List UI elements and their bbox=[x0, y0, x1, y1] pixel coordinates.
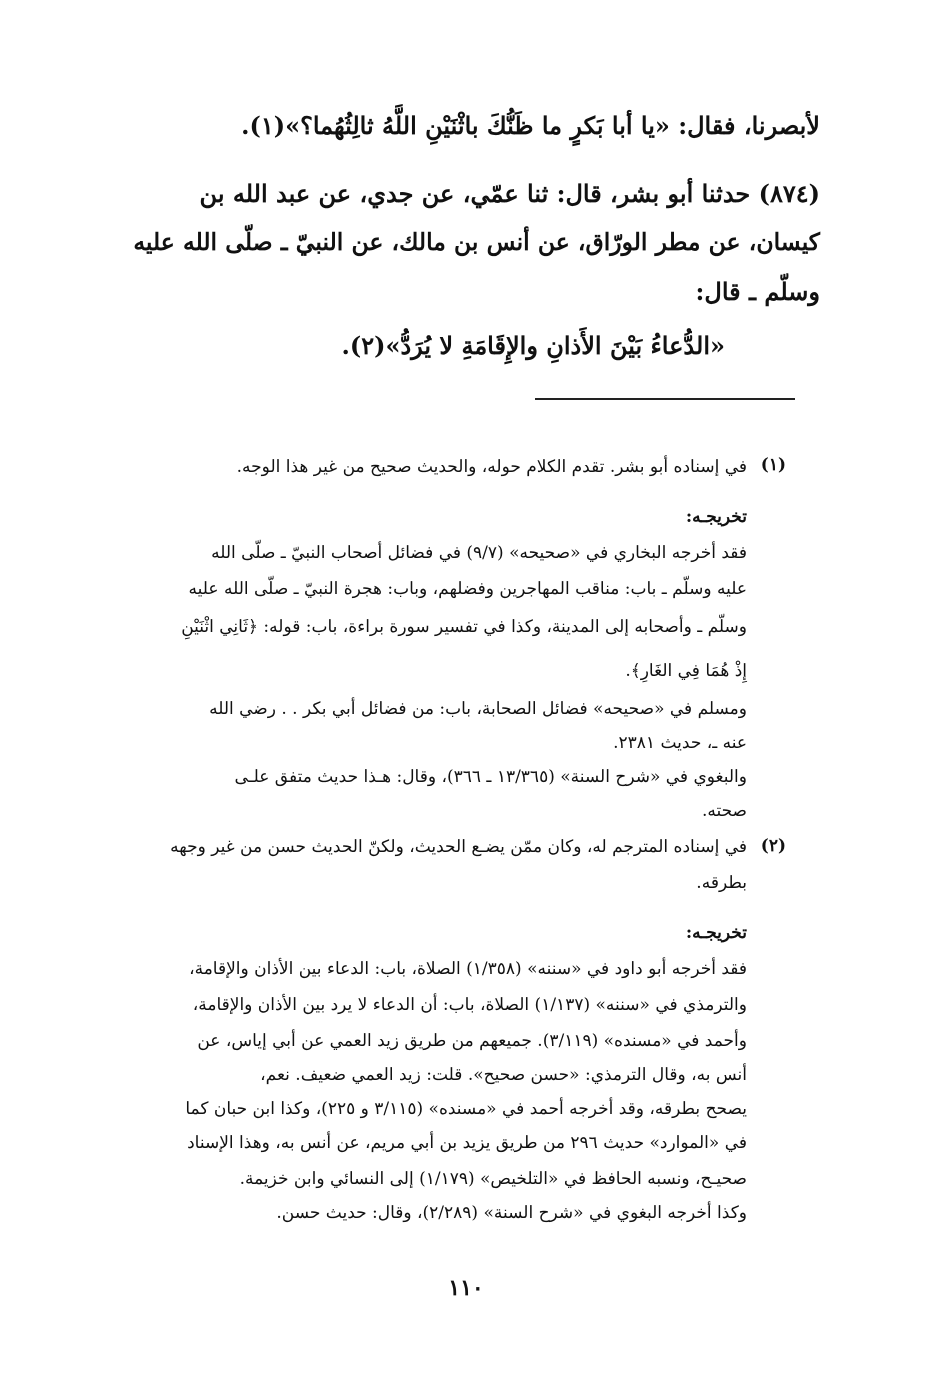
footnote-2 bbox=[137, 830, 747, 1230]
footnote-number: (٢) bbox=[760, 836, 786, 856]
footnote-line: إِذْ هُمَا فِي الغَارِ﴾. bbox=[625, 661, 747, 681]
footnote-line: عليه وسلّم ـ باب: مناقب المهاجرين وفضلهم، وباب: هجرة النبيّ ـ صلّى الله عليه bbox=[188, 579, 747, 599]
main-line: لأبصرنا، فقال: «يا أبا بَكرٍ ما ظَنُّكَ باثْنَيْنِ اللَّهُ ثالِثُهُما؟»(١). bbox=[241, 111, 820, 140]
footnote-line: يصحح بطرقه، وقد أخرجه أحمد في «مسنده» (٣/١١٥ و ٢٢٥)، وكذا ابن حبان كما bbox=[185, 1099, 747, 1119]
footnote-line: أنس به، وقال الترمذي: «حسن صحيح». قلت: زيد العمي ضعيف. نعم، bbox=[260, 1065, 747, 1085]
main-line: وسلّم ـ قال: bbox=[695, 277, 820, 306]
footnote-line: فقد أخرجه البخاري في «صحيحه» (٩/٧) في فضائل أصحاب النبيّ ـ صلّى الله bbox=[211, 543, 747, 563]
footnote-1 bbox=[137, 450, 747, 820]
footnote-separator bbox=[535, 398, 795, 400]
main-line: (٨٧٤) حدثنا أبو بشر، قال: ثنا عمّي، عن جدي، عن عبد الله بن bbox=[199, 179, 820, 208]
hadith-text: «الدُّعاءُ بَيْنَ الأَذانِ والإِقَامَةِ لا يُرَدُّ»(٢). bbox=[341, 331, 725, 360]
footnote-line: بطرقه. bbox=[696, 873, 747, 893]
footnote-heading: تخريجـه: bbox=[685, 923, 747, 943]
footnote-line: وأحمد في «مسنده» (٣/١١٩). جميعهم من طريق زيد العمي عن أبي إياس، عن bbox=[197, 1031, 747, 1051]
footnote-line: في إسناده المترجم له، وكان ممّن يضـع الحديث، ولكنّ الحديث حسن من غير وجهه bbox=[170, 837, 747, 857]
footnote-number: (١) bbox=[760, 455, 786, 475]
footnote-line: ومسلم في «صحيحه» فضائل الصحابة، باب: من فضائل أبي بكر . . رضي الله bbox=[209, 699, 747, 719]
footnote-line: في إسناده أبو بشر. تقدم الكلام حوله، والحديث صحيح من غير هذا الوجه. bbox=[236, 457, 747, 477]
footnote-line: عنه ـ، حديث ٢٣٨١. bbox=[613, 733, 747, 753]
footnote-line: وكذا أخرجه البغوي في «شرح السنة» (٢/٢٨٩)، وقال: حديث حسن. bbox=[276, 1203, 747, 1223]
footnote-line: وسلّم ـ وأصحابه إلى المدينة، وكذا في تفسير سورة براءة، باب: قوله: ﴿ثَانِي اثْنَيْنِ bbox=[181, 617, 747, 637]
footnote-line: والبغوي في «شرح السنة» (١٣/٣٦٥ ـ ٣٦٦)، وقال: هـذا حديث متفق علـى bbox=[234, 767, 747, 787]
footnote-line: فقد أخرجه أبو داود في «سننه» (١/٣٥٨) الصلاة، باب: الدعاء بين الأذان والإقامة، bbox=[189, 959, 747, 979]
footnote-line: في «الموارد» حديث ٢٩٦ من طريق يزيد بن أبي مريم، عن أنس به، وهذا الإسناد bbox=[187, 1133, 747, 1153]
main-line: كيسان، عن مطر الورّاق، عن أنس بن مالك، عن النبيّ ـ صلّى الله عليه bbox=[133, 228, 820, 256]
footnote-heading: تخريجـه: bbox=[685, 507, 747, 527]
footnote-line: صحيـح، ونسبه الحافظ في «التلخيص» (١/١٧٩) إلى النسائي وابن خزيمة. bbox=[239, 1169, 747, 1189]
footnote-line: والترمذي في «سننه» (١/١٣٧) الصلاة، باب: أن الدعاء لا يرد بين الأذان والإقامة، bbox=[192, 995, 747, 1015]
page-number: ١١٠ bbox=[448, 1275, 484, 1301]
footnote-line: صحته. bbox=[701, 801, 747, 821]
